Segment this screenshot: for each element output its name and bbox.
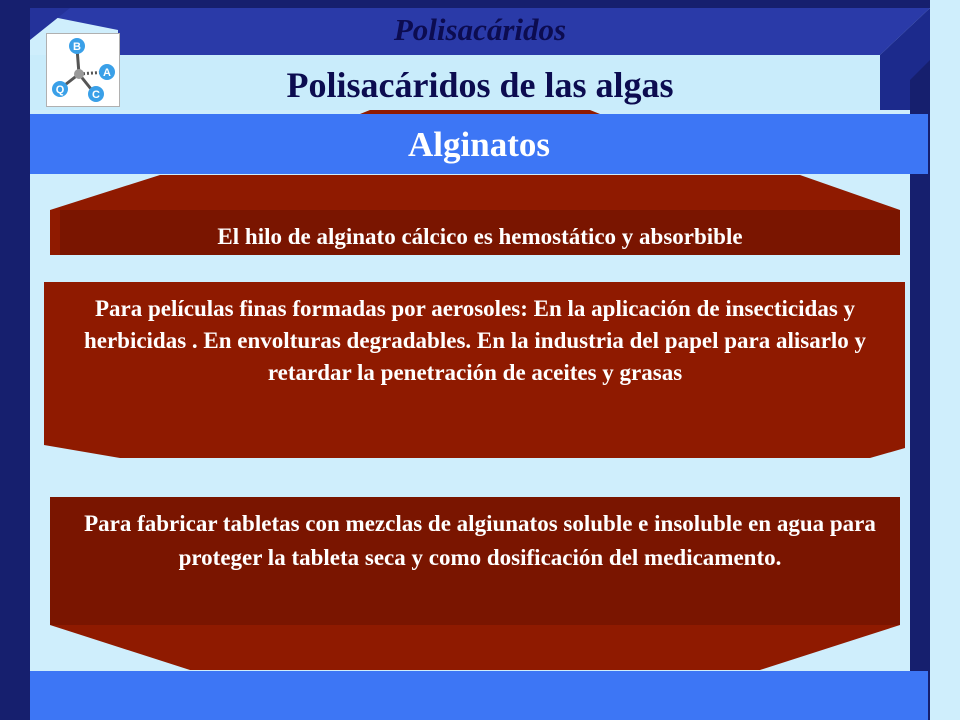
page-title: Polisacáridos de las algas (286, 65, 674, 105)
card-tablets: Para fabricar tabletas con mezclas de algiunatos soluble e insoluble en agua para proteger la tableta seca y como dosificación del medicamento. (84, 511, 876, 570)
logo-label-q: Q (55, 84, 65, 96)
bottom-band (30, 671, 928, 720)
section-title: Polisacáridos (393, 12, 567, 47)
logo-label-b: B (73, 41, 81, 53)
card-hemostatic-thread: El hilo de alginato cálcico es hemostático y absorbible (217, 224, 743, 249)
card-thin-films: Para películas finas formadas por aerosoles: En la aplicación de insecticidas y herbicidas . En envolturas degradables. En la industria del papel para alisarlo y retardar la penetración de aceites y grasas (83, 296, 867, 385)
logo-label-a: A (103, 67, 111, 79)
slide-subtitle: Alginatos (408, 125, 550, 164)
logo-label-c: C (92, 89, 100, 101)
